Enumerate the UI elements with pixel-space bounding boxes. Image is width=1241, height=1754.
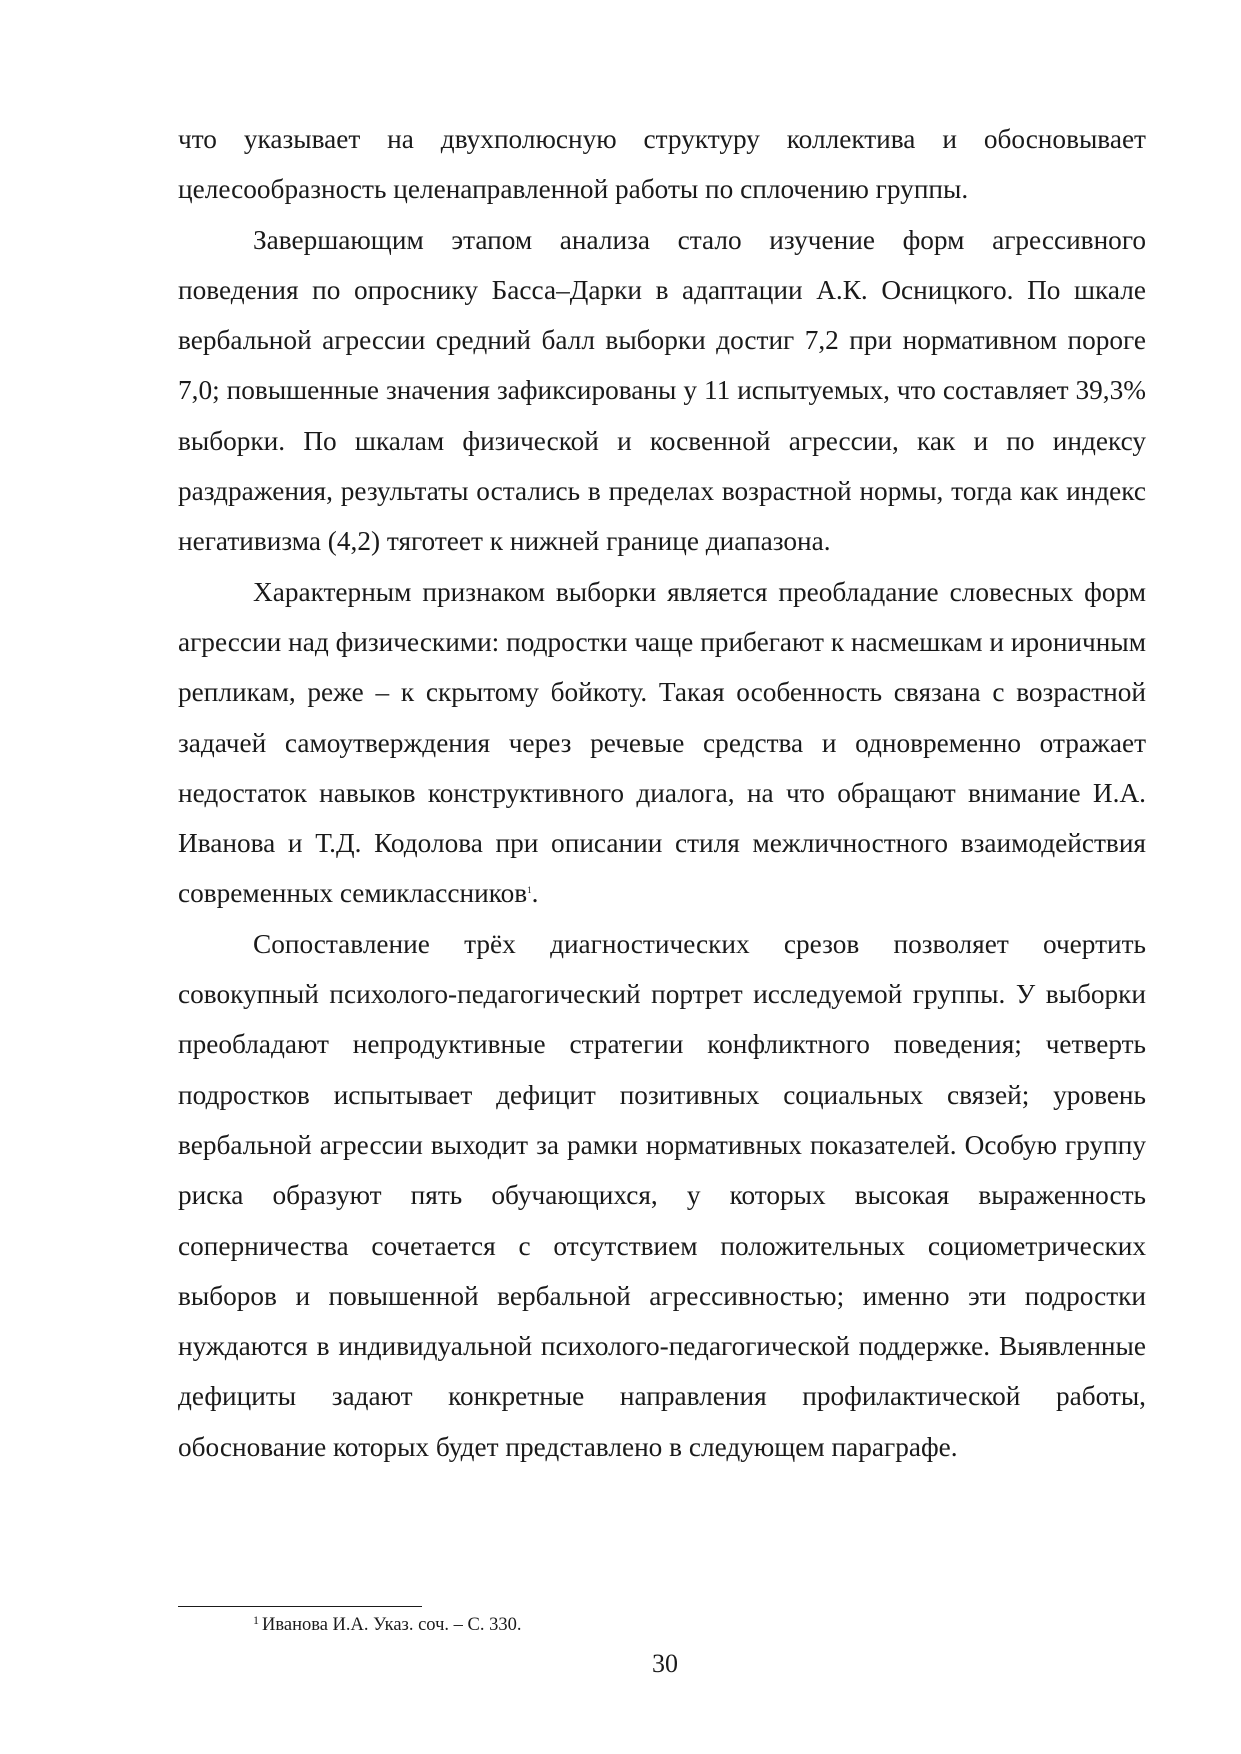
paragraph-1: что указывает на двухполюсную структуру коллектива и обосновывает целесообразность целенаправленной работы по сплочению группы.: [178, 124, 1146, 205]
footnote-number: 1: [253, 1613, 259, 1627]
paragraph-3: [178, 567, 1146, 919]
paragraph-3-tail: .: [531, 878, 539, 909]
paragraph-4: Сопоставление трёх диагностических срезов позволяет очертить совокупный психолого-педагогический портрет исследуемой группы. У выборки преобладают непродуктивные стратегии конфликтного поведения; четверть подростков испытывает дефицит позитивных социальных связей; уровень вербальной агрессии выходит за рамки нормативных показателей. Особую группу риска образуют пять обучающихся, у которых высокая выраженность соперничества сочетается с отсутствием положительных социометрических выборов и повышенной вербальной агрессивностью; именно эти подростки нуждаются в индивидуальной психолого-педагогической поддержке. Выявленные дефициты задают конкретные направления профилактической работы, обоснование которых будет представлено в следующем параграфе.: [178, 928, 1146, 1462]
footnote-reference[interactable]: 1: [527, 885, 532, 896]
paragraph-3-text: Характерным признаком выборки является преобладание словесных форм агрессии над физическими: подростки чаще прибегают к насмешкам и ироничным репликам, реже – к скрытому бойкоту. Такая особенность связана с возрастной задачей самоутверждения через речевые средства и одновременно отражает недостаток навыков конструктивного диалога, на что обращают внимание И.А. Иванова и Т.Д. Кодолова при описании стиля межличностного взаимодействия современных семиклассников: [178, 576, 1146, 909]
footnote: [253, 1611, 521, 1639]
footnote-text: Иванова И.А. Указ. соч. – С. 330.: [262, 1615, 522, 1635]
paragraph-2: Завершающим этапом анализа стало изучение форм агрессивного поведения по опроснику Басса–Дарки в адаптации А.К. Осницкого. По шкале вербальной агрессии средний балл выборки достиг 7,2 при нормативном пороге 7,0; повышенные значения зафиксированы у 11 испытуемых, что составляет 39,3% выборки. По шкалам физической и косвенной агрессии, как и по индексу раздражения, результаты остались в пределах возрастной нормы, тогда как индекс негативизма (4,2) тяготеет к нижней границе диапазона.: [178, 224, 1146, 557]
page-number: 30: [652, 1649, 678, 1678]
footnote-separator: [178, 1606, 422, 1607]
body-text: [178, 114, 1146, 1472]
